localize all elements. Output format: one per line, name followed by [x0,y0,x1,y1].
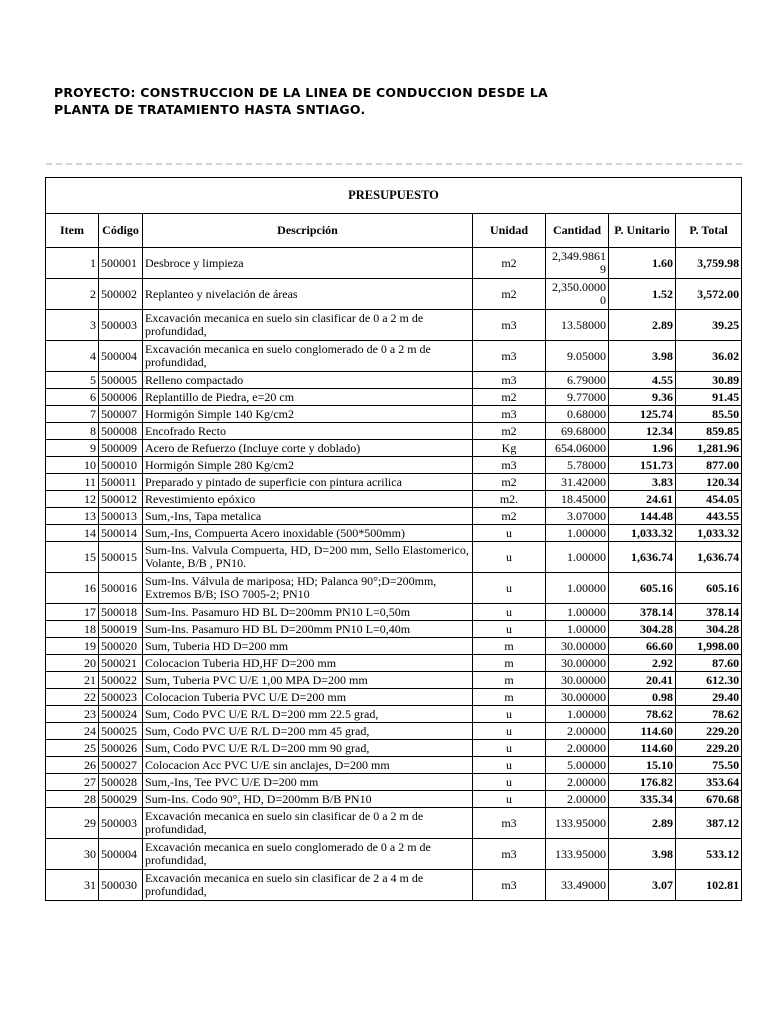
row-item: 16 [46,573,99,604]
row-description: Hormigón Simple 280 Kg/cm2 [143,457,473,474]
row-unit-price: 378.14 [609,604,676,621]
table-row [46,757,742,774]
table-row [46,573,742,604]
row-total-price: 29.40 [676,689,742,706]
table-row [46,440,742,457]
row-description: Relleno compactado [143,372,473,389]
table-row [46,525,742,542]
row-unit-price: 2.92 [609,655,676,672]
row-code: 500029 [99,791,143,808]
row-unit: u [473,706,546,723]
row-unit: m2 [473,248,546,279]
row-description: Replanteo y nivelación de áreas [143,279,473,310]
row-unit-price: 2.89 [609,808,676,839]
row-quantity: 31.42000 [546,474,609,491]
row-total-price: 605.16 [676,573,742,604]
row-total-price: 78.62 [676,706,742,723]
row-total-price: 85.50 [676,406,742,423]
row-code: 500018 [99,604,143,621]
row-unit: u [473,791,546,808]
row-code: 500007 [99,406,143,423]
table-row [46,372,742,389]
row-unit: m2. [473,491,546,508]
table-row [46,341,742,372]
row-description: Sum, Codo PVC U/E R/L D=200 mm 90 grad, [143,740,473,757]
row-description: Encofrado Recto [143,423,473,440]
row-quantity: 133.95000 [546,808,609,839]
row-total-price: 454.05 [676,491,742,508]
row-total-price: 229.20 [676,723,742,740]
row-description: Sum, Tuberia PVC U/E 1,00 MPA D=200 mm [143,672,473,689]
row-unit-price: 2.89 [609,310,676,341]
row-total-price: 353.64 [676,774,742,791]
row-code: 500004 [99,839,143,870]
row-total-price: 3,759.98 [676,248,742,279]
header-item: Item [46,214,99,248]
row-unit: m [473,689,546,706]
row-total-price: 443.55 [676,508,742,525]
header-unitario: P. Unitario [609,214,676,248]
project-title-line-2: PLANTA DE TRATAMIENTO HASTA SNTIAGO. [54,102,366,117]
row-item: 15 [46,542,99,573]
row-unit-price: 20.41 [609,672,676,689]
row-unit: m2 [473,279,546,310]
row-quantity: 0.68000 [546,406,609,423]
row-code: 500010 [99,457,143,474]
row-description: Excavación mecanica en suelo sin clasificar de 0 a 2 m de profundidad, [143,808,473,839]
table-row [46,406,742,423]
row-total-price: 87.60 [676,655,742,672]
row-description: Excavación mecanica en suelo sin clasificar de 2 a 4 m de profundidad, [143,870,473,901]
row-unit-price: 1.96 [609,440,676,457]
row-total-price: 39.25 [676,310,742,341]
row-description: Hormigón Simple 140 Kg/cm2 [143,406,473,423]
row-total-price: 304.28 [676,621,742,638]
row-unit-price: 151.73 [609,457,676,474]
row-unit: Kg [473,440,546,457]
row-quantity: 2,350.00000 [546,279,609,310]
row-item: 19 [46,638,99,655]
row-description: Preparado y pintado de superficie con pintura acrilica [143,474,473,491]
row-quantity: 2,349.98619 [546,248,609,279]
row-unit-price: 1,636.74 [609,542,676,573]
header-cantidad: Cantidad [546,214,609,248]
row-description: Colocacion Acc PVC U/E sin anclajes, D=200 mm [143,757,473,774]
budget-table [45,177,742,901]
row-code: 500001 [99,248,143,279]
row-total-price: 36.02 [676,341,742,372]
row-unit-price: 3.98 [609,839,676,870]
row-unit: m2 [473,508,546,525]
row-total-price: 1,998.00 [676,638,742,655]
row-item: 24 [46,723,99,740]
row-quantity: 30.00000 [546,689,609,706]
table-header-row [46,214,742,248]
row-description: Sum, Codo PVC U/E R/L D=200 mm 22.5 grad, [143,706,473,723]
row-unit-price: 12.34 [609,423,676,440]
row-description: Excavación mecanica en suelo conglomerado de 0 a 2 m de profundidad, [143,839,473,870]
row-code: 500009 [99,440,143,457]
row-item: 8 [46,423,99,440]
row-code: 500030 [99,870,143,901]
row-total-price: 1,636.74 [676,542,742,573]
row-quantity: 30.00000 [546,655,609,672]
project-title-line-1: PROYECTO: CONSTRUCCION DE LA LINEA DE CONDUCCION DESDE LA [54,85,548,100]
row-unit: m [473,672,546,689]
row-code: 500006 [99,389,143,406]
row-unit: m3 [473,808,546,839]
row-item: 10 [46,457,99,474]
row-quantity: 9.77000 [546,389,609,406]
table-row [46,604,742,621]
row-description: Replantillo de Piedra, e=20 cm [143,389,473,406]
row-description: Sum-Ins. Pasamuro HD BL D=200mm PN10 L=0,40m [143,621,473,638]
row-description: Sum-Ins. Valvula Compuerta, HD, D=200 mm, Sello Elastomerico, Volante, B/B , PN10. [143,542,473,573]
row-total-price: 30.89 [676,372,742,389]
table-row [46,689,742,706]
row-quantity: 1.00000 [546,573,609,604]
row-code: 500004 [99,341,143,372]
row-total-price: 612.30 [676,672,742,689]
row-unit-price: 0.98 [609,689,676,706]
row-code: 500003 [99,808,143,839]
table-row [46,542,742,573]
row-quantity: 1.00000 [546,706,609,723]
row-quantity: 18.45000 [546,491,609,508]
table-row [46,491,742,508]
row-item: 6 [46,389,99,406]
row-item: 14 [46,525,99,542]
row-unit-price: 125.74 [609,406,676,423]
row-item: 12 [46,491,99,508]
table-row [46,279,742,310]
row-description: Sum-Ins. Codo 90°, HD, D=200mm B/B PN10 [143,791,473,808]
row-unit: u [473,525,546,542]
table-row [46,740,742,757]
row-description: Sum-Ins. Válvula de mariposa; HD; Palanca 90°;D=200mm, Extremos B/B; ISO 7005-2; PN10 [143,573,473,604]
row-unit: m [473,638,546,655]
row-quantity: 133.95000 [546,839,609,870]
row-item: 17 [46,604,99,621]
row-quantity: 5.00000 [546,757,609,774]
table-title: PRESUPUESTO [46,178,742,214]
row-unit: m3 [473,310,546,341]
row-code: 500008 [99,423,143,440]
row-quantity: 2.00000 [546,774,609,791]
row-code: 500025 [99,723,143,740]
row-quantity: 13.58000 [546,310,609,341]
row-unit: m2 [473,474,546,491]
table-body [46,248,742,901]
row-unit-price: 605.16 [609,573,676,604]
row-unit-price: 1.52 [609,279,676,310]
row-quantity: 2.00000 [546,723,609,740]
row-description: Excavación mecanica en suelo conglomerado de 0 a 2 m de profundidad, [143,341,473,372]
table-row [46,389,742,406]
row-quantity: 3.07000 [546,508,609,525]
table-row [46,774,742,791]
row-item: 13 [46,508,99,525]
row-code: 500021 [99,655,143,672]
row-quantity: 30.00000 [546,638,609,655]
row-quantity: 2.00000 [546,791,609,808]
project-title [54,84,574,118]
row-total-price: 387.12 [676,808,742,839]
row-unit-price: 15.10 [609,757,676,774]
header-codigo: Código [99,214,143,248]
table-row [46,706,742,723]
row-item: 31 [46,870,99,901]
row-quantity: 5.78000 [546,457,609,474]
row-unit-price: 176.82 [609,774,676,791]
row-item: 9 [46,440,99,457]
row-description: Sum,-Ins, Tapa metalica [143,508,473,525]
header-descripcion: Descripción [143,214,473,248]
row-unit: m3 [473,372,546,389]
row-item: 5 [46,372,99,389]
row-code: 500028 [99,774,143,791]
row-quantity: 1.00000 [546,604,609,621]
row-description: Sum-Ins. Pasamuro HD BL D=200mm PN10 L=0,50m [143,604,473,621]
row-total-price: 91.45 [676,389,742,406]
row-unit-price: 24.61 [609,491,676,508]
row-unit: m2 [473,389,546,406]
row-item: 27 [46,774,99,791]
dashed-divider [46,163,742,165]
row-quantity: 1.00000 [546,621,609,638]
header-total: P. Total [676,214,742,248]
row-unit: u [473,604,546,621]
row-unit: m3 [473,457,546,474]
row-unit-price: 9.36 [609,389,676,406]
row-code: 500013 [99,508,143,525]
table-row [46,310,742,341]
row-item: 25 [46,740,99,757]
row-code: 500011 [99,474,143,491]
table-row [46,423,742,440]
row-unit: m3 [473,406,546,423]
table-row [46,672,742,689]
table-row [46,808,742,839]
row-quantity: 33.49000 [546,870,609,901]
row-item: 26 [46,757,99,774]
row-description: Excavación mecanica en suelo sin clasificar de 0 a 2 m de profundidad, [143,310,473,341]
table-row [46,638,742,655]
table-row [46,870,742,901]
row-quantity: 6.79000 [546,372,609,389]
row-quantity: 69.68000 [546,423,609,440]
row-code: 500022 [99,672,143,689]
row-unit-price: 304.28 [609,621,676,638]
row-description: Desbroce y limpieza [143,248,473,279]
row-item: 18 [46,621,99,638]
row-total-price: 120.34 [676,474,742,491]
row-description: Sum,-Ins, Tee PVC U/E D=200 mm [143,774,473,791]
row-total-price: 229.20 [676,740,742,757]
row-description: Colocacion Tuberia PVC U/E D=200 mm [143,689,473,706]
row-item: 20 [46,655,99,672]
table-row [46,791,742,808]
row-unit: u [473,621,546,638]
row-code: 500019 [99,621,143,638]
row-total-price: 1,281.96 [676,440,742,457]
row-unit: u [473,573,546,604]
row-unit-price: 78.62 [609,706,676,723]
row-unit-price: 144.48 [609,508,676,525]
row-unit-price: 3.83 [609,474,676,491]
row-unit-price: 114.60 [609,723,676,740]
row-code: 500014 [99,525,143,542]
row-code: 500020 [99,638,143,655]
row-total-price: 533.12 [676,839,742,870]
row-code: 500016 [99,573,143,604]
row-description: Colocacion Tuberia HD,HF D=200 mm [143,655,473,672]
table-row [46,457,742,474]
row-unit-price: 335.34 [609,791,676,808]
table-row [46,621,742,638]
row-item: 4 [46,341,99,372]
row-item: 29 [46,808,99,839]
row-unit: m3 [473,839,546,870]
row-code: 500015 [99,542,143,573]
row-code: 500005 [99,372,143,389]
row-description: Sum,-Ins, Compuerta Acero inoxidable (500*500mm) [143,525,473,542]
table-row [46,655,742,672]
row-total-price: 102.81 [676,870,742,901]
row-unit-price: 1,033.32 [609,525,676,542]
row-unit: u [473,723,546,740]
row-unit-price: 3.98 [609,341,676,372]
row-unit: u [473,757,546,774]
row-total-price: 877.00 [676,457,742,474]
row-code: 500026 [99,740,143,757]
row-unit: m2 [473,423,546,440]
row-unit-price: 114.60 [609,740,676,757]
row-unit: m [473,655,546,672]
row-code: 500003 [99,310,143,341]
header-unidad: Unidad [473,214,546,248]
row-item: 3 [46,310,99,341]
row-code: 500024 [99,706,143,723]
table-row [46,508,742,525]
row-item: 22 [46,689,99,706]
row-unit-price: 3.07 [609,870,676,901]
row-item: 21 [46,672,99,689]
table-row [46,839,742,870]
row-item: 11 [46,474,99,491]
row-item: 1 [46,248,99,279]
row-unit-price: 1.60 [609,248,676,279]
table-row [46,723,742,740]
row-quantity: 9.05000 [546,341,609,372]
row-total-price: 670.68 [676,791,742,808]
row-total-price: 3,572.00 [676,279,742,310]
row-code: 500027 [99,757,143,774]
row-unit-price: 66.60 [609,638,676,655]
row-total-price: 75.50 [676,757,742,774]
row-item: 7 [46,406,99,423]
row-description: Revestimiento epóxico [143,491,473,508]
row-code: 500012 [99,491,143,508]
row-total-price: 859.85 [676,423,742,440]
row-quantity: 30.00000 [546,672,609,689]
row-total-price: 1,033.32 [676,525,742,542]
row-description: Sum, Codo PVC U/E R/L D=200 mm 45 grad, [143,723,473,740]
row-quantity: 1.00000 [546,525,609,542]
row-description: Acero de Refuerzo (Incluye corte y doblado) [143,440,473,457]
row-unit-price: 4.55 [609,372,676,389]
table-row [46,474,742,491]
row-item: 28 [46,791,99,808]
row-unit: m3 [473,870,546,901]
row-item: 2 [46,279,99,310]
row-unit: u [473,774,546,791]
row-unit: m3 [473,341,546,372]
row-quantity: 654.06000 [546,440,609,457]
row-quantity: 2.00000 [546,740,609,757]
row-item: 23 [46,706,99,723]
row-unit: u [473,542,546,573]
row-code: 500023 [99,689,143,706]
row-description: Sum, Tuberia HD D=200 mm [143,638,473,655]
row-total-price: 378.14 [676,604,742,621]
row-quantity: 1.00000 [546,542,609,573]
row-item: 30 [46,839,99,870]
table-row [46,248,742,279]
row-code: 500002 [99,279,143,310]
row-unit: u [473,740,546,757]
